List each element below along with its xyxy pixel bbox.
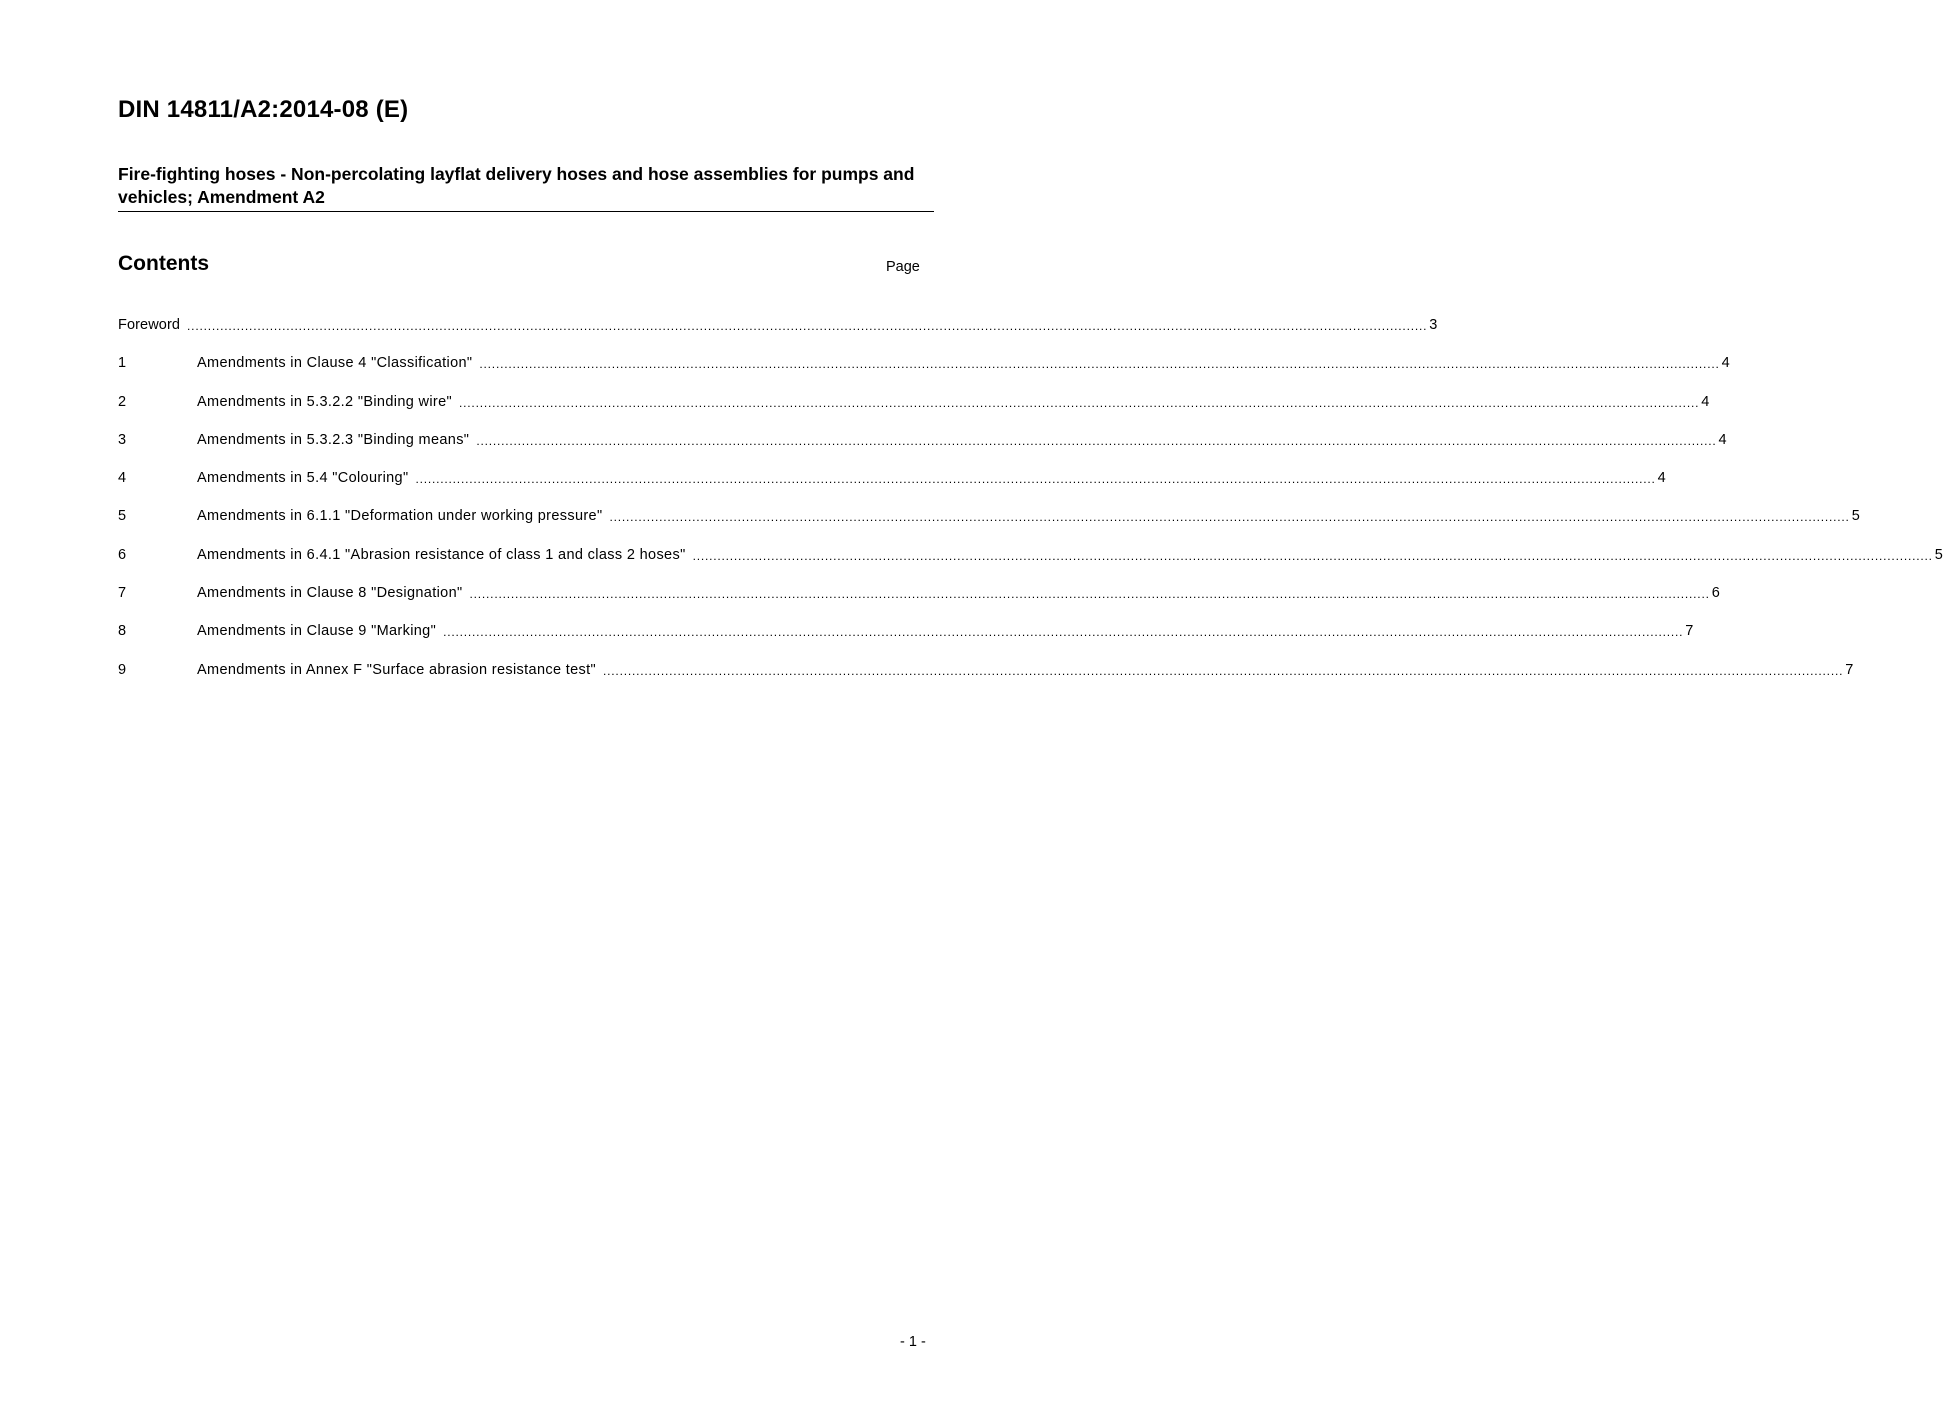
toc-leader-dots: ............................................................................................................................................................................................................................................................................................................ xyxy=(459,395,1700,410)
toc-leader-dots: ............................................................................................................................................................................................................................................................................................................ xyxy=(476,433,1717,448)
toc-entry-6[interactable] xyxy=(118,544,1943,582)
toc-entry-text: Amendments in Clause 9 "Marking" xyxy=(197,623,437,640)
toc-leader-dots: ............................................................................................................................................................................................................................................................................................................ xyxy=(415,472,1656,487)
toc-entry-7[interactable] xyxy=(118,582,1720,620)
toc-entry-text: Amendments in Clause 8 "Designation" xyxy=(197,585,463,602)
toc-entry-number: 6 xyxy=(118,546,127,563)
toc-entry-number: 1 xyxy=(118,355,127,372)
toc-entry-number: 9 xyxy=(118,661,127,678)
toc-entry-page: 6 xyxy=(1711,585,1720,602)
toc-entry-9[interactable] xyxy=(118,659,1854,697)
toc-entry-page: 4 xyxy=(1721,355,1730,372)
toc-leader-dots: ............................................................................................................................................................................................................................................................................................................ xyxy=(609,510,1850,525)
contents-heading: Contents xyxy=(118,252,209,275)
toc-entry-text: Amendments in Annex F "Surface abrasion resistance test" xyxy=(197,661,597,678)
toc-leader-dots: ............................................................................................................................................................................................................................................................................................................ xyxy=(603,663,1844,678)
toc-leader-dots: ............................................................................................................................................................................................................................................................................................................ xyxy=(479,357,1720,372)
toc-entry-page: 7 xyxy=(1685,623,1694,640)
toc-entry-page: 4 xyxy=(1657,470,1666,487)
toc-entry-5[interactable] xyxy=(118,505,1860,543)
toc-entry-text: Amendments in 5.3.2.3 "Binding means" xyxy=(197,431,470,448)
toc-leader-dots: ............................................................................................................................................................................................................................................................................................................ xyxy=(443,625,1684,640)
toc-entry-number: 3 xyxy=(118,431,127,448)
toc-leader-dots: ............................................................................................................................................................................................................................................................................................................ xyxy=(692,548,1933,563)
toc-entry-text: Amendments in 5.3.2.2 "Binding wire" xyxy=(197,393,453,410)
page-number: - 1 - xyxy=(900,1334,926,1350)
toc-entry-text: Amendments in 6.4.1 "Abrasion resistance of class 1 and class 2 hoses" xyxy=(197,546,686,563)
toc-leader-dots: ............................................................................................................................................................................................................................................................................................................ xyxy=(187,319,1428,333)
toc-entry-foreword[interactable] xyxy=(118,314,1438,352)
toc-entry-page: 4 xyxy=(1701,393,1710,410)
toc-entry-number: 8 xyxy=(118,623,127,640)
toc-entry-page: 5 xyxy=(1851,508,1860,525)
toc-entry-text: Amendments in Clause 4 "Classification" xyxy=(197,355,473,372)
toc-leader-dots: ............................................................................................................................................................................................................................................................................................................ xyxy=(469,587,1710,602)
document-title: Fire-fighting hoses - Non-percolating layflat delivery hoses and hose assemblies for pumps and vehicles; Amendment A2 xyxy=(118,163,934,212)
toc-entry-text: Amendments in 6.1.1 "Deformation under working pressure" xyxy=(197,508,603,525)
table-of-contents xyxy=(118,314,1943,697)
toc-entry-page: 3 xyxy=(1429,317,1438,333)
toc-entry-1[interactable] xyxy=(118,352,1730,390)
toc-entry-number: 4 xyxy=(118,470,127,487)
toc-entry-8[interactable] xyxy=(118,620,1694,658)
toc-entry-number: 5 xyxy=(118,508,127,525)
toc-entry-text: Amendments in 5.4 "Colouring" xyxy=(197,470,409,487)
toc-entry-number: 7 xyxy=(118,585,127,602)
document-id: DIN 14811/A2:2014-08 (E) xyxy=(118,96,409,123)
toc-entry-page: 4 xyxy=(1718,431,1727,448)
page-column-label: Page xyxy=(886,259,920,275)
toc-entry-2[interactable] xyxy=(118,391,1710,429)
toc-entry-4[interactable] xyxy=(118,467,1666,505)
toc-entry-page: 5 xyxy=(1934,546,1943,563)
toc-entry-number: 2 xyxy=(118,393,127,410)
toc-entry-3[interactable] xyxy=(118,429,1727,467)
toc-entry-page: 7 xyxy=(1845,661,1854,678)
toc-entry-text: Foreword xyxy=(118,317,181,333)
